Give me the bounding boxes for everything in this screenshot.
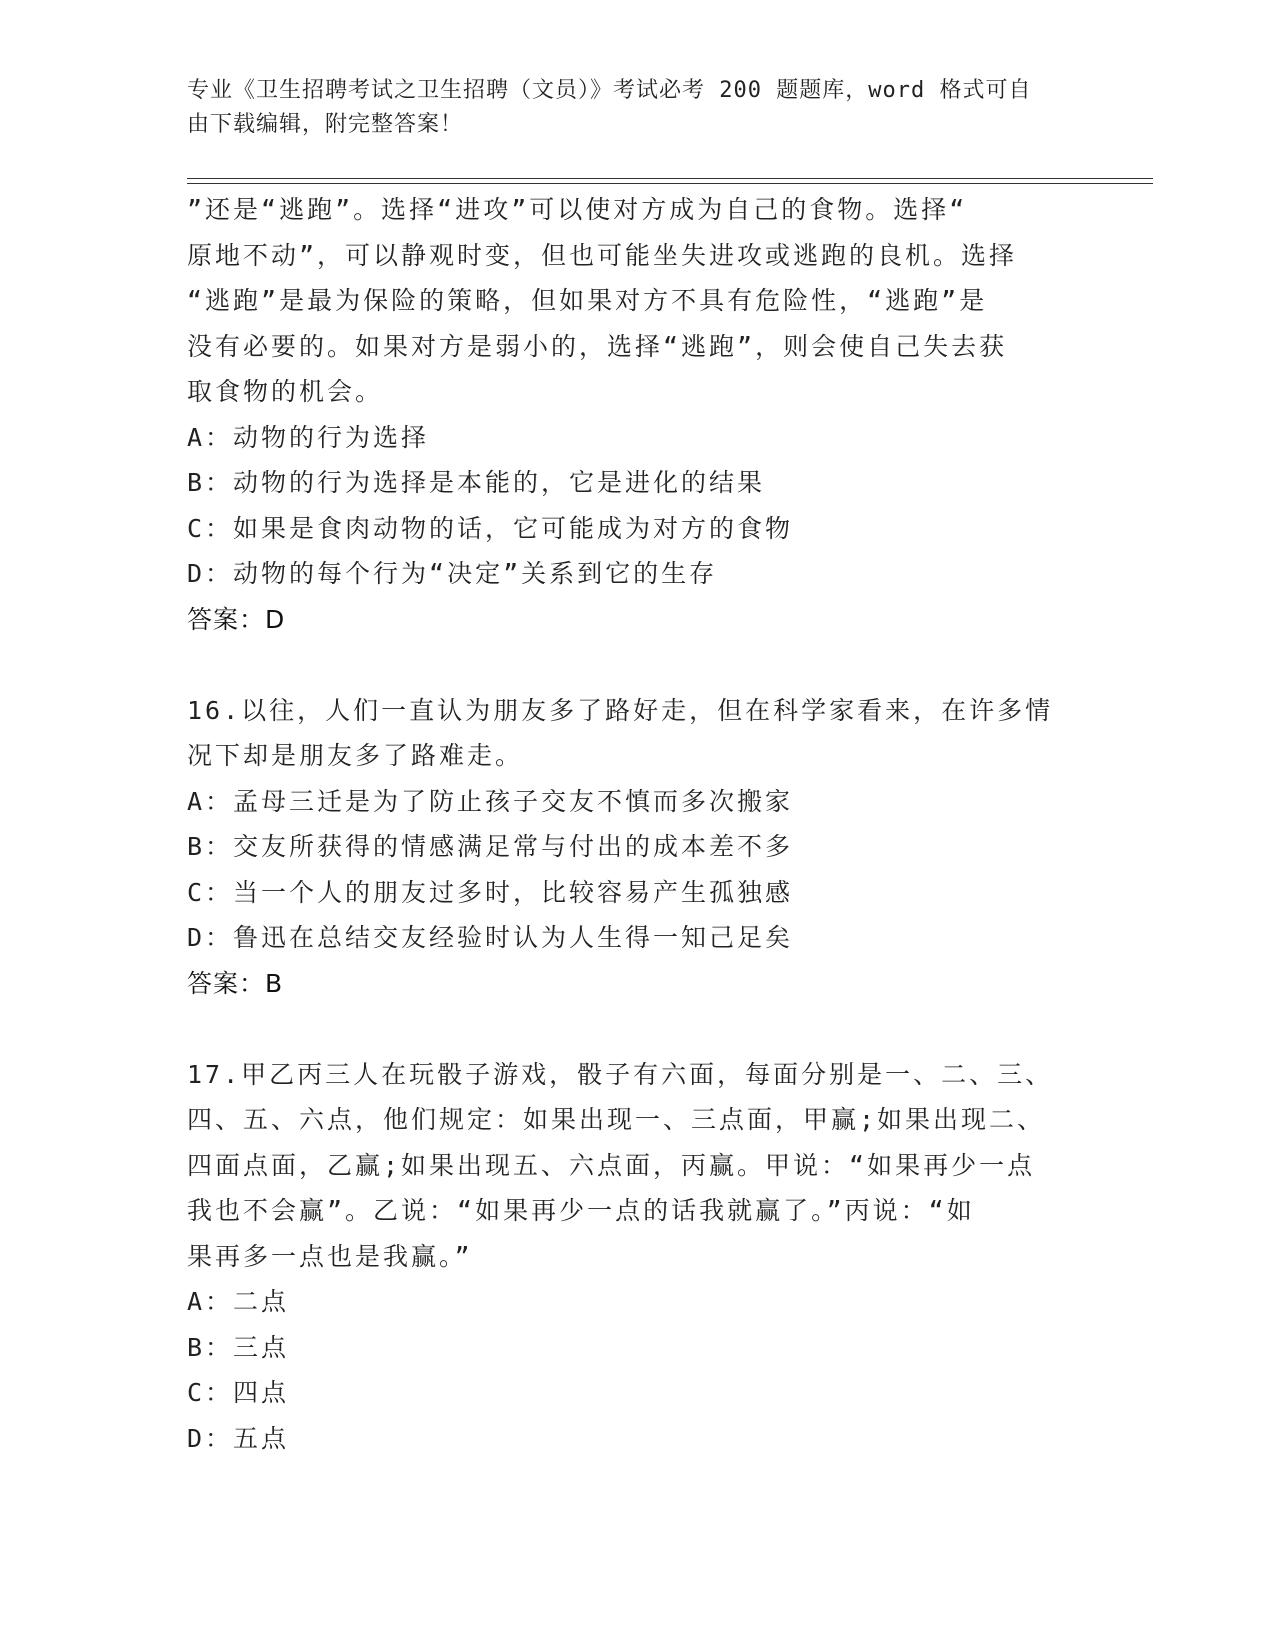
question-stem-line: 取食物的机会。 [187, 377, 384, 406]
question-stem-line: 17.甲乙丙三人在玩骰子游戏，骰子有六面，每面分别是一、二、三、 [187, 1059, 1054, 1089]
question-17 [187, 1052, 1067, 1462]
question-stem-line: 原地不动”，可以静观时变，但也可能坐失进攻或逃跑的良机。选择 [187, 240, 1018, 270]
question-stem-line: 没有必要的。如果对方是弱小的，选择“逃跑”，则会使自己失去获 [187, 331, 1008, 361]
option-c: C：四点 [187, 1378, 290, 1407]
option-d: D：鲁迅在总结交友经验时认为人生得一知己足矣 [187, 923, 794, 952]
question-stem-line: “逃跑”是最为保险的策略，但如果对方不具有危险性，“逃跑”是 [187, 286, 988, 315]
question-stem-line: 四面点面，乙赢;如果出现五、六点面，丙赢。甲说：“如果再少一点 [187, 1150, 1036, 1180]
option-b: B：动物的行为选择是本能的，它是进化的结果 [187, 468, 766, 497]
header-divider-bottom [187, 183, 1153, 184]
option-a: A：孟母三迁是为了防止孩子交友不慎而多次搬家 [187, 786, 794, 816]
question-16 [187, 688, 1067, 1007]
option-b: B：三点 [187, 1332, 290, 1362]
question-stem-line: 况下却是朋友多了路难走。 [187, 741, 524, 770]
answer-label: 答案：D [187, 604, 286, 634]
option-a: A：二点 [187, 1287, 290, 1316]
spacer [187, 1006, 1067, 1052]
option-c: C：如果是食肉动物的话，它可能成为对方的食物 [187, 513, 794, 543]
answer-label: 答案：B [187, 968, 284, 998]
document-header [187, 74, 1067, 142]
question-stem-line: 果再多一点也是我赢。” [187, 1241, 473, 1271]
question-stem-line: 我也不会赢”。乙说：“如果再少一点的话我就赢了。”丙说：“如 [187, 1196, 975, 1225]
question-stem-line: ”还是“逃跑”。选择“进攻”可以使对方成为自己的食物。选择“ [187, 195, 968, 224]
header-line-1: 专业《卫生招聘考试之卫生招聘（文员）》考试必考 200 题题库，word 格式可自 [187, 78, 1032, 103]
question-stem-line: 四、五、六点，他们规定：如果出现一、三点面，甲赢;如果出现二、 [187, 1105, 1046, 1134]
option-a: A：动物的行为选择 [187, 422, 430, 452]
option-b: B：交友所获得的情感满足常与付出的成本差不多 [187, 832, 794, 861]
spacer [187, 642, 1067, 688]
option-d: D：动物的每个行为“决定”关系到它的生存 [187, 559, 718, 588]
question-15 [187, 187, 1067, 642]
option-c: C：当一个人的朋友过多时，比较容易产生孤独感 [187, 877, 794, 907]
header-divider-top [187, 178, 1153, 179]
document-body [187, 187, 1067, 1461]
question-stem-line: 16.以往，人们一直认为朋友多了路好走，但在科学家看来，在许多情 [187, 695, 1054, 725]
header-line-2: 由下载编辑，附完整答案！ [187, 112, 464, 137]
option-d: D：五点 [187, 1423, 290, 1453]
